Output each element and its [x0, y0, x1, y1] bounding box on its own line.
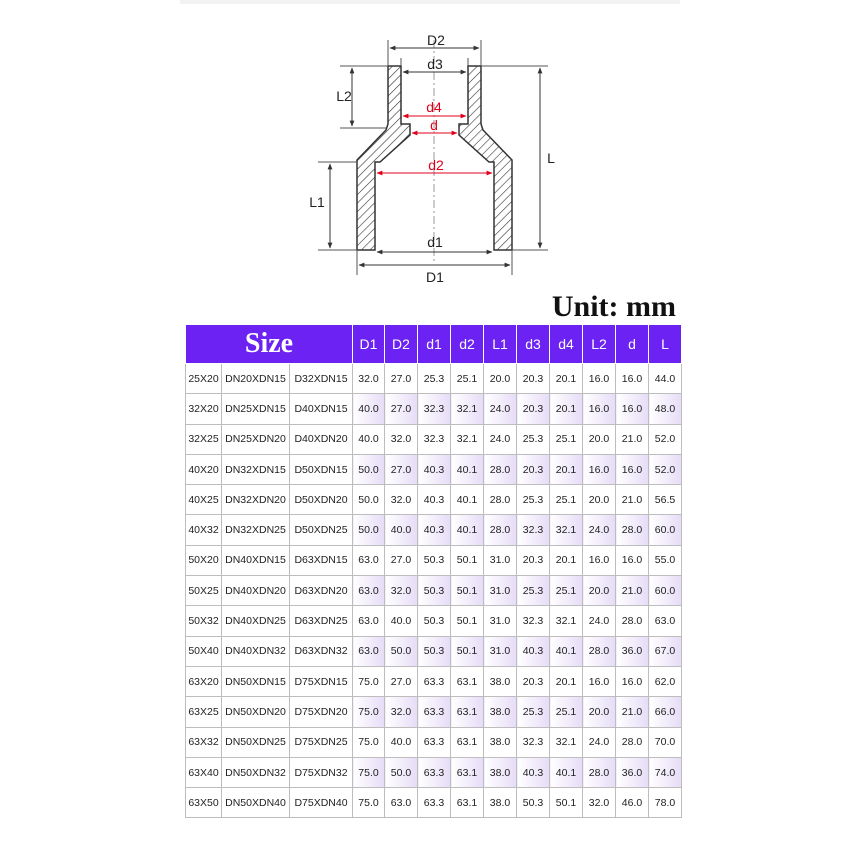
- value-cell-d3: 50.3: [517, 788, 550, 818]
- value-cell-d3: 32.3: [517, 606, 550, 636]
- value-cell-L2: 24.0: [583, 727, 616, 757]
- right-wall-section: [459, 66, 512, 250]
- size-cell: D50XDN20: [290, 485, 353, 515]
- value-cell-L: 52.0: [649, 424, 682, 454]
- column-header-d: d: [616, 325, 649, 364]
- size-cell: D75XDN20: [290, 697, 353, 727]
- value-cell-L2: 20.0: [583, 576, 616, 606]
- size-cell: 50X20: [186, 545, 222, 575]
- size-cell: DN40XDN32: [222, 636, 290, 666]
- value-cell-d1: 32.3: [418, 394, 451, 424]
- value-cell-D2: 63.0: [385, 788, 418, 818]
- column-header-d4: d4: [550, 325, 583, 364]
- value-cell-D2: 32.0: [385, 424, 418, 454]
- size-cell: D40XDN20: [290, 424, 353, 454]
- value-cell-L2: 16.0: [583, 394, 616, 424]
- value-cell-D2: 27.0: [385, 666, 418, 696]
- label-D1: D1: [426, 269, 444, 285]
- value-cell-d4: 25.1: [550, 424, 583, 454]
- size-cell: DN50XDN32: [222, 757, 290, 787]
- value-cell-L: 44.0: [649, 364, 682, 394]
- value-cell-L2: 16.0: [583, 364, 616, 394]
- fitting-cross-section-diagram: [0, 0, 855, 290]
- value-cell-L1: 24.0: [484, 424, 517, 454]
- size-cell: D75XDN25: [290, 727, 353, 757]
- value-cell-D1: 75.0: [353, 697, 385, 727]
- value-cell-D1: 32.0: [353, 364, 385, 394]
- value-cell-D2: 50.0: [385, 636, 418, 666]
- value-cell-L: 66.0: [649, 697, 682, 727]
- size-cell: 63X32: [186, 727, 222, 757]
- value-cell-L1: 31.0: [484, 576, 517, 606]
- value-cell-d1: 50.3: [418, 545, 451, 575]
- value-cell-d4: 40.1: [550, 757, 583, 787]
- size-spec-table: [185, 324, 682, 818]
- value-cell-L1: 38.0: [484, 666, 517, 696]
- value-cell-D1: 40.0: [353, 394, 385, 424]
- table-row: [186, 636, 682, 666]
- value-cell-D2: 27.0: [385, 364, 418, 394]
- label-L: L: [547, 150, 555, 166]
- column-header-L: L: [649, 325, 682, 364]
- value-cell-d2: 40.1: [451, 515, 484, 545]
- column-header-D2: D2: [385, 325, 418, 364]
- value-cell-d1: 63.3: [418, 666, 451, 696]
- table-row: [186, 454, 682, 484]
- value-cell-d1: 40.3: [418, 454, 451, 484]
- value-cell-d2: 63.1: [451, 788, 484, 818]
- table-row: [186, 666, 682, 696]
- value-cell-D1: 50.0: [353, 515, 385, 545]
- value-cell-L1: 28.0: [484, 515, 517, 545]
- value-cell-d4: 32.1: [550, 606, 583, 636]
- size-cell: D50XDN25: [290, 515, 353, 545]
- value-cell-d: 16.0: [616, 394, 649, 424]
- unit-label: Unit: mm: [551, 290, 676, 323]
- size-cell: D75XDN32: [290, 757, 353, 787]
- column-header-L1: L1: [484, 325, 517, 364]
- value-cell-d4: 32.1: [550, 515, 583, 545]
- value-cell-L: 74.0: [649, 757, 682, 787]
- value-cell-L1: 31.0: [484, 636, 517, 666]
- size-cell: 63X50: [186, 788, 222, 818]
- value-cell-L: 56.5: [649, 485, 682, 515]
- value-cell-d4: 20.1: [550, 545, 583, 575]
- value-cell-d4: 32.1: [550, 727, 583, 757]
- size-cell: 32X20: [186, 394, 222, 424]
- size-cell: 25X20: [186, 364, 222, 394]
- value-cell-d2: 50.1: [451, 576, 484, 606]
- value-cell-L1: 38.0: [484, 727, 517, 757]
- value-cell-d1: 63.3: [418, 757, 451, 787]
- size-cell: 40X32: [186, 515, 222, 545]
- size-cell: 50X32: [186, 606, 222, 636]
- table-row: [186, 545, 682, 575]
- size-cell: D32XDN15: [290, 364, 353, 394]
- value-cell-d3: 20.3: [517, 666, 550, 696]
- left-wall-section: [357, 66, 410, 250]
- value-cell-D1: 75.0: [353, 757, 385, 787]
- value-cell-D2: 32.0: [385, 485, 418, 515]
- value-cell-d: 36.0: [616, 757, 649, 787]
- label-d2: d2: [428, 157, 444, 173]
- value-cell-d3: 40.3: [517, 636, 550, 666]
- value-cell-d: 21.0: [616, 485, 649, 515]
- value-cell-d3: 20.3: [517, 545, 550, 575]
- value-cell-L2: 24.0: [583, 606, 616, 636]
- table-header-row: [186, 325, 682, 364]
- label-d4: d4: [426, 99, 442, 115]
- label-L2: L2: [336, 88, 352, 104]
- value-cell-L2: 28.0: [583, 757, 616, 787]
- size-cell: 63X25: [186, 697, 222, 727]
- value-cell-L1: 38.0: [484, 697, 517, 727]
- size-cell: 63X40: [186, 757, 222, 787]
- value-cell-L2: 16.0: [583, 666, 616, 696]
- value-cell-D2: 40.0: [385, 727, 418, 757]
- value-cell-d2: 63.1: [451, 697, 484, 727]
- value-cell-d3: 25.3: [517, 485, 550, 515]
- value-cell-d2: 32.1: [451, 394, 484, 424]
- value-cell-d2: 63.1: [451, 666, 484, 696]
- value-cell-D1: 63.0: [353, 606, 385, 636]
- value-cell-L1: 38.0: [484, 788, 517, 818]
- table-row: [186, 606, 682, 636]
- value-cell-L1: 31.0: [484, 545, 517, 575]
- value-cell-L: 60.0: [649, 515, 682, 545]
- size-cell: DN25XDN15: [222, 394, 290, 424]
- label-d3: d3: [427, 56, 443, 72]
- value-cell-d4: 20.1: [550, 394, 583, 424]
- value-cell-d2: 50.1: [451, 636, 484, 666]
- value-cell-d2: 40.1: [451, 454, 484, 484]
- value-cell-D2: 50.0: [385, 757, 418, 787]
- value-cell-d2: 50.1: [451, 545, 484, 575]
- value-cell-d: 28.0: [616, 515, 649, 545]
- column-header-d1: d1: [418, 325, 451, 364]
- value-cell-d1: 50.3: [418, 576, 451, 606]
- value-cell-D2: 32.0: [385, 697, 418, 727]
- table-row: [186, 576, 682, 606]
- value-cell-d4: 25.1: [550, 697, 583, 727]
- value-cell-L2: 16.0: [583, 454, 616, 484]
- table-row: [186, 364, 682, 394]
- value-cell-D1: 63.0: [353, 636, 385, 666]
- value-cell-D1: 50.0: [353, 454, 385, 484]
- value-cell-L: 63.0: [649, 606, 682, 636]
- size-cell: DN20XDN15: [222, 364, 290, 394]
- value-cell-L2: 20.0: [583, 424, 616, 454]
- value-cell-L: 62.0: [649, 666, 682, 696]
- value-cell-d: 46.0: [616, 788, 649, 818]
- value-cell-d1: 50.3: [418, 606, 451, 636]
- value-cell-L1: 28.0: [484, 485, 517, 515]
- table-row: [186, 697, 682, 727]
- value-cell-d1: 40.3: [418, 485, 451, 515]
- value-cell-D1: 63.0: [353, 576, 385, 606]
- size-header: Size: [186, 325, 353, 364]
- size-cell: DN40XDN20: [222, 576, 290, 606]
- value-cell-L2: 24.0: [583, 515, 616, 545]
- value-cell-d4: 20.1: [550, 454, 583, 484]
- size-cell: 50X25: [186, 576, 222, 606]
- value-cell-d4: 50.1: [550, 788, 583, 818]
- value-cell-d: 28.0: [616, 606, 649, 636]
- value-cell-L1: 24.0: [484, 394, 517, 424]
- size-cell: D75XDN40: [290, 788, 353, 818]
- value-cell-L: 60.0: [649, 576, 682, 606]
- value-cell-d3: 32.3: [517, 515, 550, 545]
- value-cell-D2: 40.0: [385, 606, 418, 636]
- value-cell-d: 21.0: [616, 697, 649, 727]
- value-cell-d2: 25.1: [451, 364, 484, 394]
- size-cell: 40X25: [186, 485, 222, 515]
- value-cell-D1: 75.0: [353, 666, 385, 696]
- table-row: [186, 757, 682, 787]
- value-cell-L2: 20.0: [583, 697, 616, 727]
- value-cell-d3: 20.3: [517, 454, 550, 484]
- value-cell-d: 28.0: [616, 727, 649, 757]
- value-cell-d1: 50.3: [418, 636, 451, 666]
- value-cell-d: 16.0: [616, 545, 649, 575]
- value-cell-L2: 28.0: [583, 636, 616, 666]
- value-cell-d4: 40.1: [550, 636, 583, 666]
- value-cell-L: 67.0: [649, 636, 682, 666]
- value-cell-d: 16.0: [616, 666, 649, 696]
- value-cell-D2: 32.0: [385, 576, 418, 606]
- size-cell: DN32XDN25: [222, 515, 290, 545]
- value-cell-d4: 25.1: [550, 576, 583, 606]
- size-cell: 63X20: [186, 666, 222, 696]
- value-cell-D2: 27.0: [385, 454, 418, 484]
- size-cell: DN25XDN20: [222, 424, 290, 454]
- value-cell-d2: 63.1: [451, 727, 484, 757]
- table-row: [186, 727, 682, 757]
- table-row: [186, 485, 682, 515]
- value-cell-L2: 32.0: [583, 788, 616, 818]
- label-d1: d1: [427, 234, 443, 250]
- value-cell-D1: 75.0: [353, 727, 385, 757]
- size-cell: 32X25: [186, 424, 222, 454]
- value-cell-d: 21.0: [616, 424, 649, 454]
- size-cell: D63XDN25: [290, 606, 353, 636]
- table-row: [186, 424, 682, 454]
- value-cell-L1: 31.0: [484, 606, 517, 636]
- value-cell-d3: 25.3: [517, 424, 550, 454]
- value-cell-d1: 40.3: [418, 515, 451, 545]
- value-cell-L2: 16.0: [583, 545, 616, 575]
- value-cell-d: 16.0: [616, 454, 649, 484]
- value-cell-d3: 20.3: [517, 394, 550, 424]
- value-cell-d2: 40.1: [451, 485, 484, 515]
- value-cell-D1: 63.0: [353, 545, 385, 575]
- value-cell-L1: 20.0: [484, 364, 517, 394]
- value-cell-D2: 40.0: [385, 515, 418, 545]
- value-cell-L: 52.0: [649, 454, 682, 484]
- value-cell-d1: 63.3: [418, 788, 451, 818]
- value-cell-D1: 75.0: [353, 788, 385, 818]
- size-cell: D40XDN15: [290, 394, 353, 424]
- value-cell-D2: 27.0: [385, 545, 418, 575]
- size-cell: D75XDN15: [290, 666, 353, 696]
- label-d: d: [430, 117, 438, 133]
- value-cell-L1: 38.0: [484, 757, 517, 787]
- value-cell-L: 70.0: [649, 727, 682, 757]
- column-header-d2: d2: [451, 325, 484, 364]
- value-cell-D1: 50.0: [353, 485, 385, 515]
- value-cell-d: 16.0: [616, 364, 649, 394]
- value-cell-d1: 32.3: [418, 424, 451, 454]
- value-cell-d3: 32.3: [517, 727, 550, 757]
- table-row: [186, 394, 682, 424]
- size-cell: DN50XDN25: [222, 727, 290, 757]
- value-cell-d4: 20.1: [550, 666, 583, 696]
- value-cell-d4: 20.1: [550, 364, 583, 394]
- value-cell-d: 36.0: [616, 636, 649, 666]
- value-cell-d1: 63.3: [418, 697, 451, 727]
- value-cell-d3: 25.3: [517, 576, 550, 606]
- size-cell: 40X20: [186, 454, 222, 484]
- value-cell-d2: 32.1: [451, 424, 484, 454]
- value-cell-L2: 20.0: [583, 485, 616, 515]
- value-cell-d2: 50.1: [451, 606, 484, 636]
- value-cell-L1: 28.0: [484, 454, 517, 484]
- size-cell: DN50XDN15: [222, 666, 290, 696]
- value-cell-L: 78.0: [649, 788, 682, 818]
- value-cell-L: 55.0: [649, 545, 682, 575]
- label-D2: D2: [427, 32, 445, 48]
- size-cell: DN32XDN15: [222, 454, 290, 484]
- value-cell-D1: 40.0: [353, 424, 385, 454]
- label-L1: L1: [309, 194, 325, 210]
- size-cell: D63XDN20: [290, 576, 353, 606]
- table-row: [186, 788, 682, 818]
- size-cell: D50XDN15: [290, 454, 353, 484]
- column-header-L2: L2: [583, 325, 616, 364]
- table-row: [186, 515, 682, 545]
- value-cell-d: 21.0: [616, 576, 649, 606]
- size-cell: DN32XDN20: [222, 485, 290, 515]
- value-cell-d4: 25.1: [550, 485, 583, 515]
- size-cell: D63XDN32: [290, 636, 353, 666]
- size-cell: DN40XDN25: [222, 606, 290, 636]
- column-header-d3: d3: [517, 325, 550, 364]
- value-cell-d3: 20.3: [517, 364, 550, 394]
- size-cell: DN50XDN20: [222, 697, 290, 727]
- value-cell-d1: 25.3: [418, 364, 451, 394]
- value-cell-L: 48.0: [649, 394, 682, 424]
- size-cell: DN40XDN15: [222, 545, 290, 575]
- value-cell-d1: 63.3: [418, 727, 451, 757]
- value-cell-d3: 25.3: [517, 697, 550, 727]
- value-cell-d2: 63.1: [451, 757, 484, 787]
- size-cell: 50X40: [186, 636, 222, 666]
- size-cell: D63XDN15: [290, 545, 353, 575]
- value-cell-D2: 27.0: [385, 394, 418, 424]
- size-cell: DN50XDN40: [222, 788, 290, 818]
- value-cell-d3: 40.3: [517, 757, 550, 787]
- column-header-D1: D1: [353, 325, 385, 364]
